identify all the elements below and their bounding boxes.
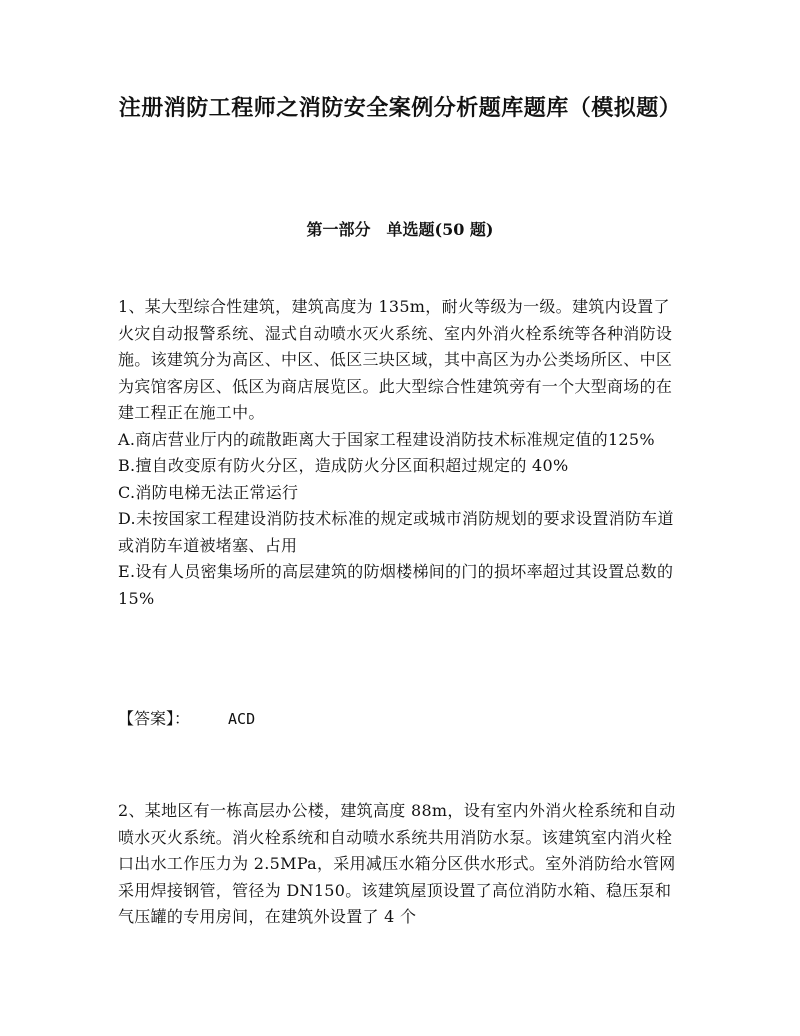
answer-value: ACD <box>228 710 256 728</box>
question-2-stem: 2、某地区有一栋高层办公楼，建筑高度 88m，设有室内外消火栓系统和自动喷水灭火系统。消火栓系统和自动喷水系统共用消防水泵。该建筑室内消火栓口出水工作压力为 2.5MPa，采用减压水箱分区供水形式。室外消防给水管网采用焊接钢管，管径为 DN150。该建筑屋顶设置了高位消防水箱、稳压泵和气压罐的专用房间，在建筑外设置了 4 个 <box>118 801 676 926</box>
question-1 <box>118 294 684 612</box>
question-1-option-b: B.擅自改变原有防火分区，造成防火分区面积超过规定的 40% <box>118 456 569 475</box>
answer-label: 【答案】： <box>118 709 191 728</box>
document-title: 注册消防工程师之消防安全案例分析题库题库（模拟题） <box>118 95 682 121</box>
question-1-option-c: C.消防电梯无法正常运行 <box>118 482 299 502</box>
question-1-stem: 1、某大型综合性建筑，建筑高度为 135m，耐火等级为一级。建筑内设置了火灾自动报警系统、湿式自动喷水灭火系统、室内外消火栓系统等各种消防设施。该建筑分为高区、中区、低区三块区域，其中高区为办公类场所区、中区为宾馆客房区、低区为商店展览区。此大型综合性建筑旁有一个大型商场的在建工程正在施工中。 <box>118 297 673 422</box>
question-2 <box>118 798 684 931</box>
question-1-option-e: E.设有人员密集场所的高层建筑的防烟楼梯间的门的损坏率超过其设置总数的 15% <box>118 562 674 608</box>
section-heading: 第一部分 单选题(50 题) <box>306 220 494 239</box>
question-1-answer <box>118 706 255 732</box>
question-1-option-a: A.商店营业厅内的疏散距离大于国家工程建设消防技术标准规定值的125% <box>118 429 655 449</box>
question-1-option-d: D.未按国家工程建设消防技术标准的规定或城市消防规划的要求设置消防车道或消防车道被堵塞、占用 <box>118 509 674 555</box>
